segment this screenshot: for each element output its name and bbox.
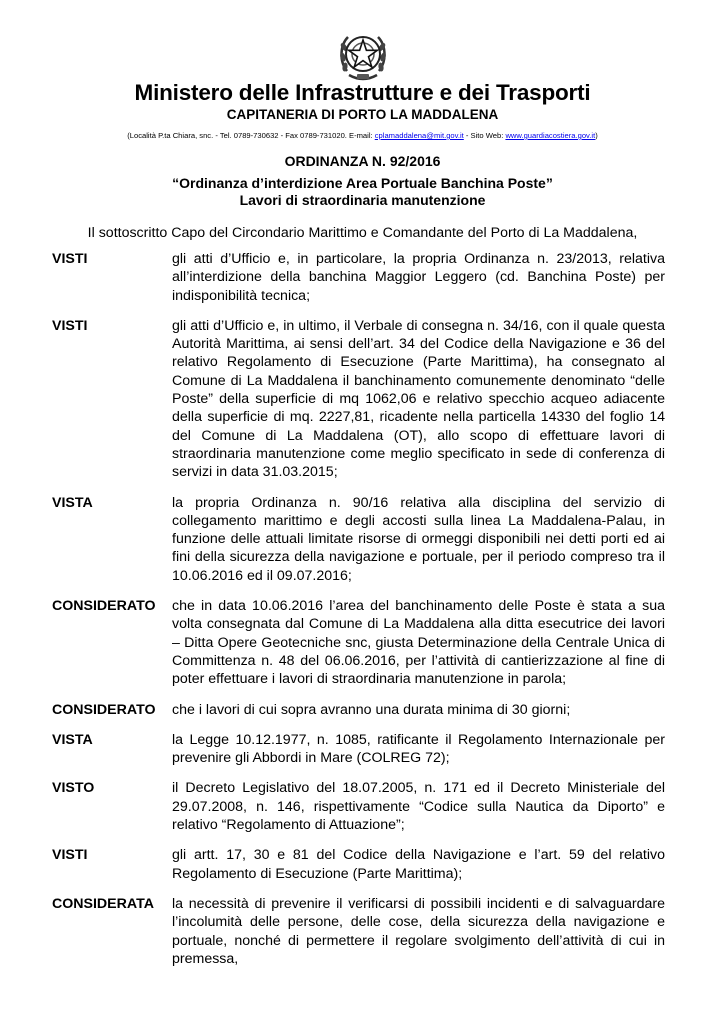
recital-entry [52, 846, 668, 883]
recital-label: VISTI [52, 317, 88, 334]
recital-label: VISTI [52, 251, 88, 267]
recital-label: CONSIDERATO [52, 598, 156, 615]
recital-entry [52, 597, 668, 688]
recital-text: il Decreto Legislativo del 18.07.2005, n. 171 ed il Decreto Ministeriale del 29.07.2008, n. 146, rispettivamente “Codice sulla Nautica da Diporto” e relativo “Regolamento di Attuazione”; [172, 780, 665, 834]
italian-republic-emblem-icon [337, 27, 389, 85]
contact-line [0, 131, 725, 140]
recital-label: VISTI [52, 847, 88, 864]
ministry-title: Ministero delle Infrastrutture e dei Trasporti [134, 80, 591, 105]
recital-text: gli atti d’Ufficio e, in ultimo, il Verbale di consegna n. 34/16, con il quale questa Autorità Marittima, ai sensi dell’art. 34 del Codice della Navigazione e 36 del relativo Regolamento di Esecuzione (Parte Marittima), ha consegnato al Comune di La Maddalena il banchinamento comunemente denominato “delle Poste” della superficie di mq 1062,06 e relativo specchio acqueo adiacente della superficie di mq. 2227,81, ricadente nella particella 14330 del foglio 14 del Comune di La Maddalena (OT), allo scopo di effettuare lavori di straordinaria manutenzione come meglio specificato in sede di conferenza di servizi in data 31.03.2015; [172, 317, 665, 481]
recital-entry [52, 731, 668, 768]
intro-paragraph: Il sottoscritto Capo del Circondario Marittimo e Comandante del Porto di La Maddalena, [87, 225, 638, 241]
ordinance-title-line-1: “Ordinanza d’interdizione Area Portuale Banchina Poste” [172, 175, 553, 191]
recital-entry [52, 779, 668, 834]
contact-middle: - Sito Web: [463, 131, 506, 140]
recital-text: gli atti d’Ufficio e, in particolare, la propria Ordinanza n. 23/2013, relativa all’interdizione della banchina Maggior Leggero (cd. Banchina Poste) per indisponibilità tecnica; [172, 251, 665, 304]
ordinance-title-line-2: Lavori di straordinaria manutenzione [239, 192, 486, 208]
recital-entry [52, 317, 668, 482]
email-link[interactable]: cplamaddalena@mit.gov.it [374, 131, 464, 140]
recital-label: CONSIDERATA [52, 895, 154, 912]
ordinance-title [0, 175, 725, 209]
contact-suffix: ) [595, 131, 598, 140]
contact-prefix: (Località P.ta Chiara, snc. - Tel. 0789-730632 - Fax 0789-731020. E-mail: [127, 131, 375, 140]
recital-text: che in data 10.06.2016 l’area del banchinamento delle Poste è stata a sua volta consegnata dal Comune di La Maddalena alla ditta esecutrice dei lavori – Ditta Opere Geotecniche snc, giusta Determinazione della Centrale Unica di Committenza n. 48 del 06.06.2016, per l’attività di cantierizzazione al fine di poter effettuare i lavori di straordinaria manutenzione in parola; [172, 598, 665, 688]
recital-text: la Legge 10.12.1977, n. 1085, ratificante il Regolamento Internazionale per prevenire gli Abbordi in Mare (COLREG 72); [172, 731, 665, 767]
recital-text: gli artt. 17, 30 e 81 del Codice della Navigazione e l’art. 59 del relativo Regolamento di Esecuzione (Parte Marittima); [172, 847, 665, 882]
ordinance-number: ORDINANZA N. 92/2016 [284, 153, 441, 169]
recital-text: la necessità di prevenire il verificarsi di possibili incidenti e di salvaguardare l’incolumità delle persone, delle cose, della sicurezza della navigazione e portuale, nonché di permettere il regolare svolgimento dell’attività di cui in premessa, [172, 895, 665, 967]
website-link[interactable]: www.guardiacostiera.gov.it [505, 131, 596, 140]
recital-text: che i lavori di cui sopra avranno una durata minima di 30 giorni; [172, 701, 571, 718]
recitals-list [52, 250, 668, 980]
recital-text: la propria Ordinanza n. 90/16 relativa alla disciplina del servizio di collegamento marittimo e degli accosti sulla linea La Maddalena-Palau, in funzione delle attuali limitate risorse di ormeggi disponibili nei detti porti ed ai fini della sicurezza della navigazione e portuale, per il periodo compreso tra il 10.06.2016 ed il 09.07.2016; [172, 494, 665, 584]
office-subtitle: CAPITANERIA DI PORTO LA MADDALENA [226, 107, 499, 122]
recital-entry [52, 895, 668, 968]
recital-label: VISTA [52, 494, 93, 511]
recital-label: VISTO [52, 780, 95, 797]
recital-entry [52, 494, 668, 585]
recital-entry [52, 250, 668, 305]
recital-entry [52, 701, 668, 719]
recital-label: CONSIDERATO [52, 701, 156, 718]
recital-label: VISTA [52, 731, 93, 748]
